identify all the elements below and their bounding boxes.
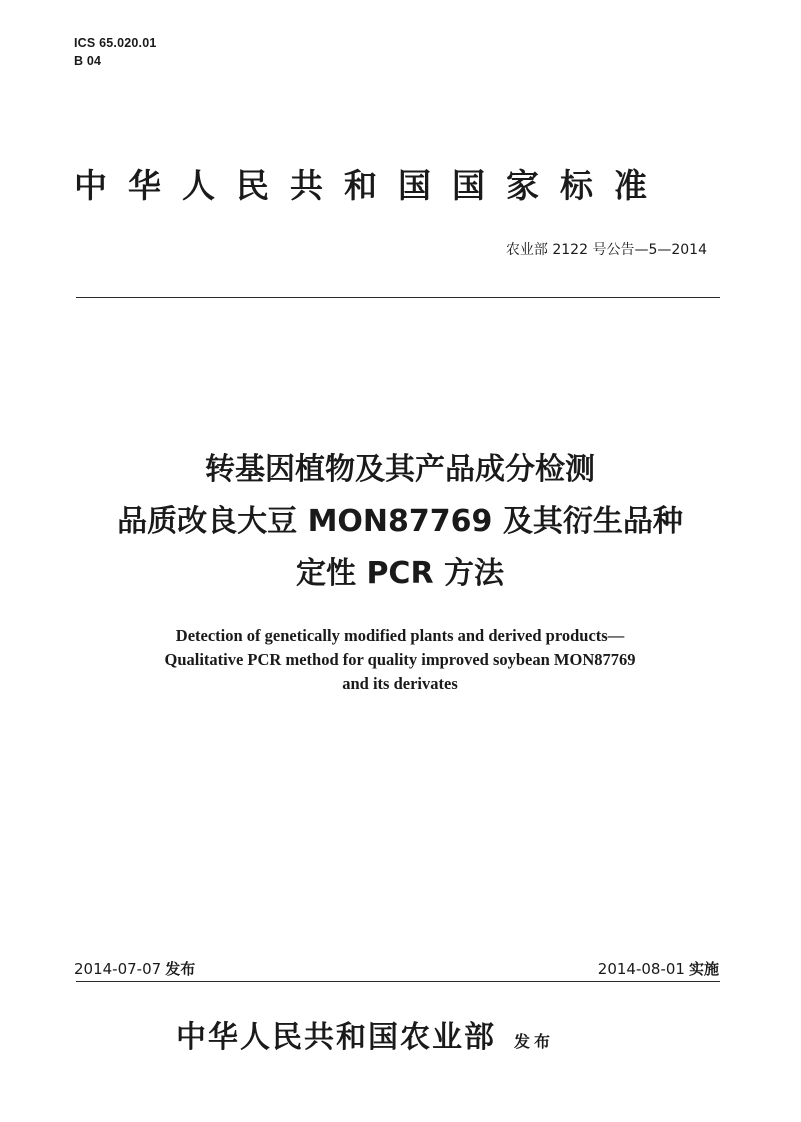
issue-date: 2014-07-07 (74, 960, 162, 978)
ccs-code: B 04 (74, 54, 102, 68)
ics-code: ICS 65.020.01 (74, 36, 157, 50)
chinese-title-line-1: 转基因植物及其产品成分检测 (205, 452, 595, 487)
top-divider (76, 297, 720, 298)
bottom-divider (76, 981, 720, 982)
english-title-line-2: Qualitative PCR method for quality improved soybean MON87769 (164, 650, 636, 669)
classification-block (74, 34, 157, 70)
english-title-line-1: Detection of genetically modified plants and derived products— (175, 626, 625, 645)
issuer-block (176, 1018, 554, 1058)
chinese-title-line-2: 品质改良大豆 MON87769 及其衍生品种 (117, 504, 683, 539)
english-title (40, 624, 760, 696)
implement-label: 实施 (688, 960, 719, 978)
chinese-title (40, 444, 760, 600)
english-title-line-3: and its derivates (342, 674, 458, 693)
issue-date-block (74, 958, 195, 980)
standard-number: 农业部 2122 号公告—5—2014 (505, 242, 707, 258)
implement-date: 2014-08-01 (597, 960, 685, 978)
standard-type-heading: 中华人民共和国国家标准 (74, 166, 668, 205)
issue-label: 发布 (165, 960, 196, 978)
issuer-action: 发布 (514, 1032, 555, 1051)
issuer-name: 中华人民共和国农业部 (176, 1020, 496, 1055)
implement-date-block (598, 958, 719, 980)
chinese-title-line-3: 定性 PCR 方法 (296, 556, 504, 591)
